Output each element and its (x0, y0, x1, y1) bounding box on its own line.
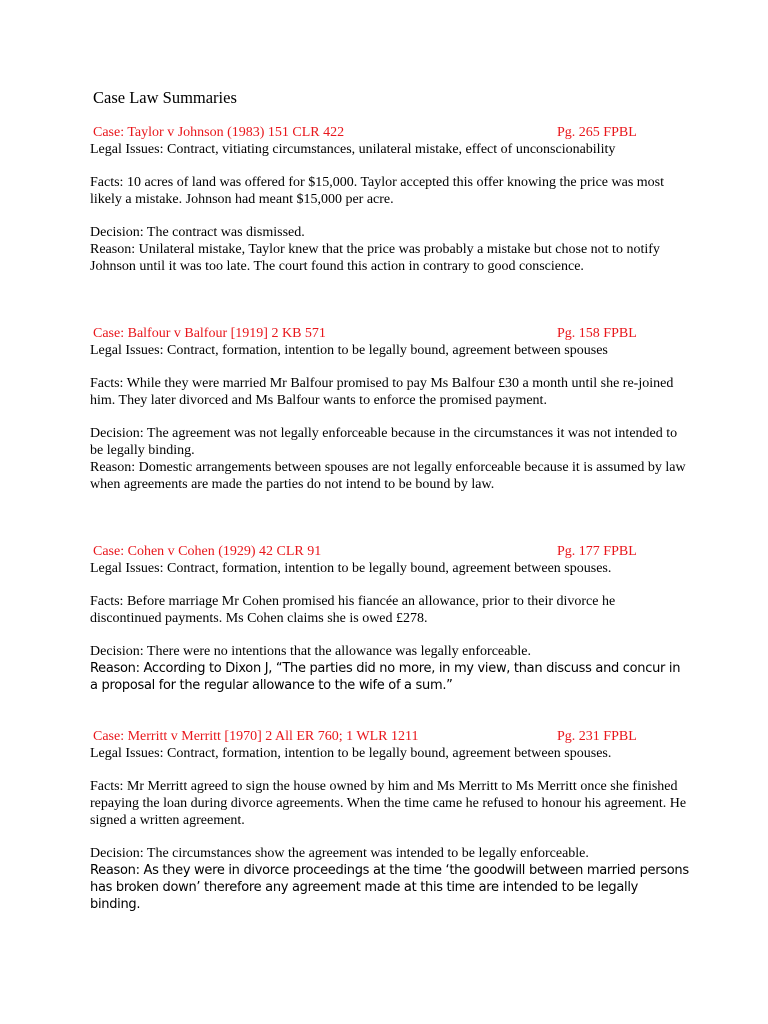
legal-issues: Legal Issues: Contract, formation, intention to be legally bound, agreement between spouses. (90, 746, 612, 761)
case-page-ref: Pg. 265 FPBL (557, 125, 637, 140)
legal-issues: Legal Issues: Contract, formation, intention to be legally bound, agreement between spouses (90, 343, 608, 358)
case-block-balfour-v-balfour (90, 325, 690, 493)
facts: Facts: While they were married Mr Balfour promised to pay Ms Balfour £30 a month until she re-joined him. They later divorced and Ms Balfour wants to enforce the promised payment. (90, 376, 674, 408)
page-title: Case Law Summaries (93, 88, 237, 107)
case-header (90, 124, 690, 141)
case-page-ref: Pg. 158 FPBL (557, 326, 637, 341)
decision: Decision: The agreement was not legally enforceable because in the circumstances it was not intended to be legally binding. (90, 426, 678, 458)
reason: Reason: According to Dixon J, “The parties did no more, in my view, than discuss and concur in a proposal for the regular allowance to the wife of a sum.” (90, 661, 681, 693)
facts: Facts: 10 acres of land was offered for $15,000. Taylor accepted this offer knowing the price was most likely a mistake. Johnson had meant $15,000 per acre. (90, 175, 665, 207)
case-header (90, 728, 690, 745)
case-citation: Case: Cohen v Cohen (1929) 42 CLR 91 (93, 544, 322, 559)
reason: Reason: As they were in divorce proceedings at the time ‘the goodwill between married persons has broken down’ therefore any agreement made at this time are intended to be legally binding. (90, 863, 689, 912)
case-citation: Case: Merritt v Merritt [1970] 2 All ER 760; 1 WLR 1211 (93, 729, 419, 744)
case-page-ref: Pg. 231 FPBL (557, 729, 637, 744)
case-block-taylor-v-johnson (90, 124, 690, 275)
case-citation: Case: Taylor v Johnson (1983) 151 CLR 422 (93, 125, 345, 140)
case-header (90, 325, 690, 342)
case-page-ref: Pg. 177 FPBL (557, 544, 637, 559)
facts: Facts: Before marriage Mr Cohen promised his fiancée an allowance, prior to their divorce he discontinued payments. Ms Cohen claims she is owed £278. (90, 594, 616, 626)
decision: Decision: The circumstances show the agreement was intended to be legally enforceable. (90, 846, 589, 861)
decision: Decision: There were no intentions that the allowance was legally enforceable. (90, 644, 531, 659)
reason: Reason: Unilateral mistake, Taylor knew that the price was probably a mistake but chose not to notify Johnson until it was too late. The court found this action in contrary to good conscience. (90, 242, 660, 274)
case-block-merritt-v-merritt (90, 728, 690, 913)
legal-issues: Legal Issues: Contract, vitiating circumstances, unilateral mistake, effect of unconscionability (90, 142, 616, 157)
case-header (90, 543, 690, 560)
case-citation: Case: Balfour v Balfour [1919] 2 KB 571 (93, 326, 326, 341)
facts: Facts: Mr Merritt agreed to sign the house owned by him and Ms Merritt to Ms Merritt once she finished repaying the loan during divorce agreements. When the time came he refused to honour his agreement. He signed a written agreement. (90, 779, 687, 828)
legal-issues: Legal Issues: Contract, formation, intention to be legally bound, agreement between spouses. (90, 561, 612, 576)
decision: Decision: The contract was dismissed. (90, 225, 305, 240)
case-block-cohen-v-cohen (90, 543, 690, 694)
reason: Reason: Domestic arrangements between spouses are not legally enforceable because it is assumed by law when agreements are made the parties do not intend to be bound by law. (90, 460, 686, 492)
